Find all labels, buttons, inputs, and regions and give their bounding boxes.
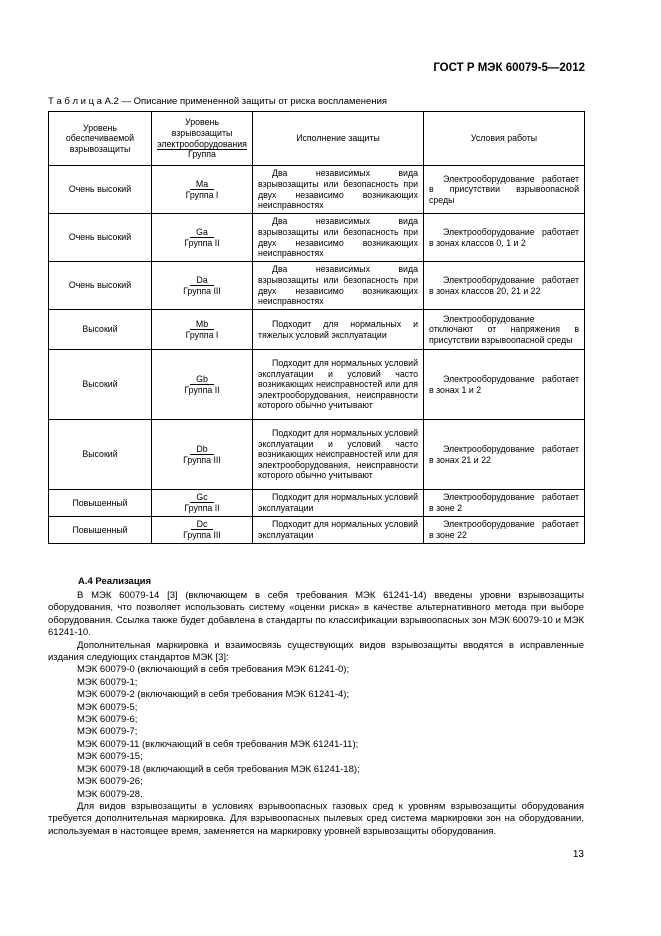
table-row [49, 490, 585, 517]
conditions-cell: Электрооборудование работает в зонах классов 20, 21 и 22 [424, 262, 585, 310]
mark-cell: Dc Группа III [152, 517, 253, 544]
conditions-cell: Электрооборудование работает в зонах 21 и 22 [424, 420, 585, 490]
level-cell: Высокий [49, 420, 152, 490]
level-cell: Высокий [49, 350, 152, 420]
paragraph: В МЭК 60079-14 [3] (включающем в себя требования МЭК 61241-14) введены уровни взрывозащиты оборудования, что позволяет использовать систему «оценки риска» в качестве альтернативного метода при выборе оборудования. Ссылка также будет добавлена в стандарты по классификации взрывоопасных зон МЭК 60079-10 и МЭК 61241-10. [48, 590, 584, 639]
conditions-cell: Электрооборудование работает в зоне 22 [424, 517, 585, 544]
level-cell: Очень высокий [49, 166, 152, 214]
conditions-cell: Электрооборудование отключают от напряжения в присутствии взрывоопасной среды [424, 310, 585, 350]
table-header-row [49, 112, 585, 166]
table-row [49, 166, 585, 214]
paragraph: Для видов взрывозащиты в условиях взрывоопасных газовых сред к уровням взрывозащиты оборудования требуется дополнительная маркировка. Для взрывоопасных пылевых сред система маркировки зон на оборудовании, используемая в настоящее время, заменяется на маркировку уровней взрывозащиты оборудования. [48, 800, 584, 837]
table-caption: Т а б л и ц а А.2 — Описание примененной защиты от риска воспламенения [48, 96, 388, 107]
protection-cell: Подходит для нормальных и тяжелых условий эксплуатации [253, 310, 424, 350]
list-item: МЭК 60079-1; [77, 676, 138, 688]
protection-cell: Два независимых вида взрывозащиты или безопасность при двух независимо возникающих неисправностях [253, 166, 424, 214]
mark-cell: Gb Группа II [152, 350, 253, 420]
list-item: МЭК 60079-6; [77, 714, 138, 726]
level-cell: Повышенный [49, 490, 152, 517]
conditions-cell: Электрооборудование работает в зонах классов 0, 1 и 2 [424, 214, 585, 262]
list-item: МЭК 60079-5; [77, 701, 138, 713]
table-row [49, 420, 585, 490]
protection-table [48, 111, 585, 544]
page-number: 13 [572, 849, 584, 860]
header-operating-conditions: Условия работы [424, 112, 585, 166]
mark-cell: Db Группа III [152, 420, 253, 490]
table-row [49, 214, 585, 262]
section-title: А.4 Реализация [78, 576, 152, 587]
level-cell: Высокий [49, 310, 152, 350]
protection-cell: Подходит для нормальных условий эксплуатации [253, 517, 424, 544]
table-row [49, 310, 585, 350]
mark-cell: Gc Группа II [152, 490, 253, 517]
protection-cell: Два независимых вида взрывозащиты или безопасность при двух независимо возникающих неисправностях [253, 262, 424, 310]
header-equipment-level: Уровень взрывозащиты электрооборудования Группа [152, 112, 253, 166]
table-row [49, 517, 585, 544]
mark-cell: Da Группа III [152, 262, 253, 310]
level-cell: Очень высокий [49, 214, 152, 262]
list-item: МЭК 60079-26; [77, 776, 143, 788]
list-item: МЭК 60079-11 (включающий в себя требования МЭК 61241-11); [77, 738, 359, 750]
list-item: МЭК 60079-15; [77, 751, 143, 763]
table-row [49, 350, 585, 420]
table-row [49, 262, 585, 310]
header-protection-level: Уровень обеспечиваемой взрывозащиты [49, 112, 152, 166]
protection-cell: Подходит для нормальных условий эксплуатации [253, 490, 424, 517]
list-item: МЭК 60079-7; [77, 726, 138, 738]
protection-cell: Подходит для нормальных условий эксплуатации и условий часто возникающих неисправностей или для электрооборудования, неисправности которого обычно учитывают [253, 420, 424, 490]
conditions-cell: Электрооборудование работает в зонах 1 и 2 [424, 350, 585, 420]
conditions-cell: Электрооборудование работает в зоне 2 [424, 490, 585, 517]
list-item: МЭК 60079-0 (включающий в себя требования МЭК 61241-0); [77, 664, 350, 676]
level-cell: Повышенный [49, 517, 152, 544]
list-item: МЭК 60079-28. [77, 788, 143, 800]
document-code: ГОСТ Р МЭК 60079-5—2012 [433, 62, 585, 74]
level-cell: Очень высокий [49, 262, 152, 310]
mark-cell: Mb Группа I [152, 310, 253, 350]
mark-cell: Ma Группа I [152, 166, 253, 214]
list-item: МЭК 60079-2 (включающий в себя требования МЭК 61241-4); [77, 689, 350, 701]
list-item: МЭК 60079-18 (включающий в себя требования МЭК 61241-18); [77, 763, 360, 775]
conditions-cell: Электрооборудование работает в присутствии взрывоопасной среды [424, 166, 585, 214]
section-body [48, 590, 584, 838]
protection-cell: Два независимых вида взрывозащиты или безопасность при двух независимо возникающих неисправностях [253, 214, 424, 262]
header-protection-design: Исполнение защиты [253, 112, 424, 166]
mark-cell: Ga Группа II [152, 214, 253, 262]
paragraph: Дополнительная маркировка и взаимосвязь существующих видов взрывозащиты вводятся в исправленные издания следующих стандартов МЭК [3]: [48, 639, 584, 664]
protection-cell: Подходит для нормальных условий эксплуатации и условий часто возникающих неисправностей или для электрооборудования, неисправности которого обычно учитывают [253, 350, 424, 420]
